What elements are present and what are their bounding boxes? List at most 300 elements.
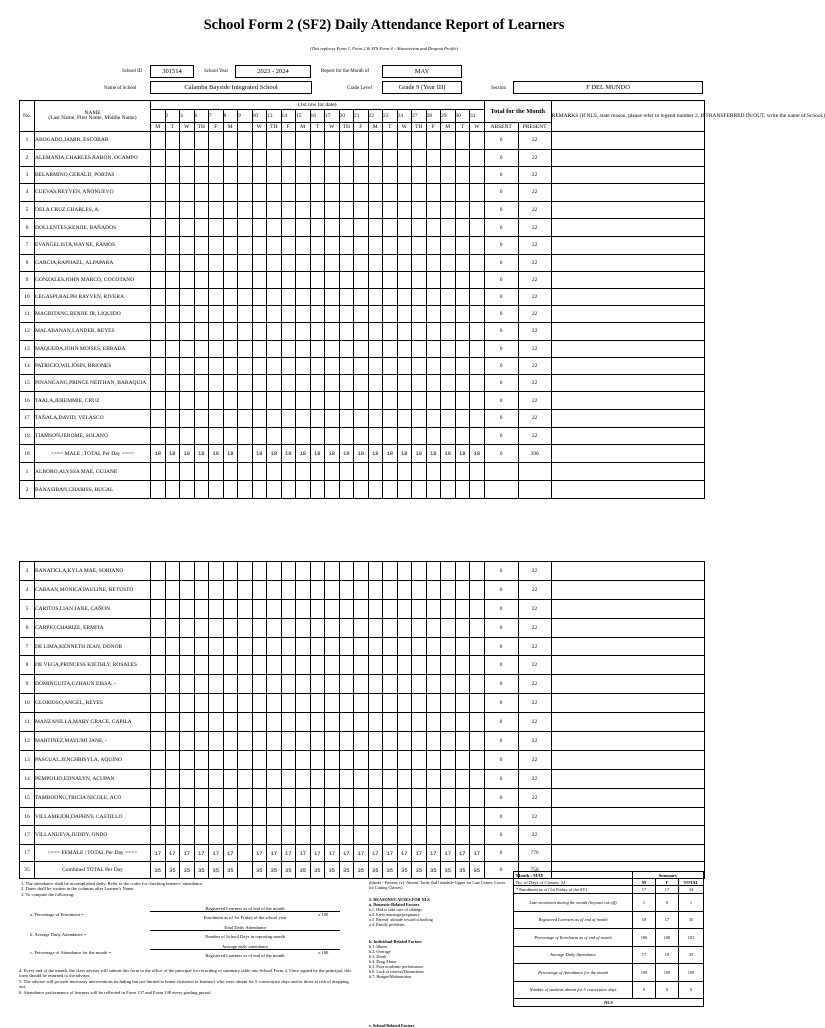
day-cell[interactable] bbox=[194, 637, 209, 656]
remarks-cell[interactable] bbox=[551, 427, 704, 445]
day-cell[interactable] bbox=[310, 236, 325, 254]
day-cell[interactable] bbox=[426, 732, 441, 751]
day-cell[interactable] bbox=[165, 807, 180, 826]
day-cell[interactable] bbox=[441, 732, 456, 751]
day-cell[interactable] bbox=[209, 340, 224, 357]
day-cell[interactable] bbox=[325, 599, 340, 618]
day-cell[interactable] bbox=[281, 149, 296, 166]
day-cell[interactable] bbox=[296, 656, 311, 675]
remarks-cell[interactable] bbox=[551, 675, 704, 694]
day-cell[interactable] bbox=[209, 656, 224, 675]
day-cell[interactable] bbox=[223, 289, 238, 306]
day-cell[interactable] bbox=[455, 826, 470, 845]
day-cell[interactable] bbox=[238, 340, 253, 357]
day-cell[interactable] bbox=[426, 826, 441, 845]
day-cell[interactable] bbox=[368, 580, 383, 599]
day-cell[interactable] bbox=[151, 481, 166, 499]
day-cell[interactable] bbox=[383, 166, 398, 184]
day-cell[interactable] bbox=[354, 219, 369, 237]
day-cell[interactable] bbox=[412, 562, 427, 581]
day-cell[interactable] bbox=[426, 306, 441, 323]
day-cell[interactable] bbox=[281, 409, 296, 427]
day-cell[interactable] bbox=[281, 306, 296, 323]
day-cell[interactable] bbox=[310, 149, 325, 166]
day-cell[interactable] bbox=[354, 272, 369, 289]
day-cell[interactable] bbox=[223, 826, 238, 845]
day-cell[interactable] bbox=[296, 323, 311, 341]
day-cell[interactable] bbox=[296, 769, 311, 788]
day-cell[interactable] bbox=[354, 562, 369, 581]
day-cell[interactable] bbox=[238, 357, 253, 375]
day-cell[interactable] bbox=[296, 599, 311, 618]
day-cell[interactable] bbox=[165, 750, 180, 769]
day-cell[interactable] bbox=[209, 254, 224, 272]
day-cell[interactable] bbox=[223, 618, 238, 637]
day-cell[interactable] bbox=[470, 254, 485, 272]
day-cell[interactable] bbox=[339, 184, 354, 202]
day-cell[interactable] bbox=[296, 149, 311, 166]
day-cell[interactable] bbox=[310, 618, 325, 637]
day-cell[interactable] bbox=[223, 340, 238, 357]
day-cell[interactable] bbox=[209, 166, 224, 184]
day-cell[interactable] bbox=[397, 132, 412, 150]
day-cell[interactable] bbox=[194, 340, 209, 357]
day-cell[interactable] bbox=[441, 427, 456, 445]
day-cell[interactable] bbox=[325, 656, 340, 675]
day-cell[interactable] bbox=[165, 769, 180, 788]
day-cell[interactable] bbox=[296, 580, 311, 599]
day-cell[interactable] bbox=[267, 132, 282, 150]
day-cell[interactable] bbox=[296, 375, 311, 392]
day-cell[interactable] bbox=[397, 392, 412, 410]
day-cell[interactable] bbox=[267, 481, 282, 499]
day-cell[interactable] bbox=[339, 166, 354, 184]
day-cell[interactable] bbox=[383, 769, 398, 788]
day-cell[interactable] bbox=[412, 580, 427, 599]
day-cell[interactable] bbox=[194, 562, 209, 581]
day-cell[interactable] bbox=[223, 580, 238, 599]
day-cell[interactable] bbox=[209, 580, 224, 599]
day-cell[interactable] bbox=[194, 149, 209, 166]
day-cell[interactable] bbox=[339, 656, 354, 675]
day-cell[interactable] bbox=[238, 675, 253, 694]
day-cell[interactable] bbox=[238, 713, 253, 732]
day-cell[interactable] bbox=[339, 618, 354, 637]
day-cell[interactable] bbox=[165, 463, 180, 481]
day-cell[interactable] bbox=[310, 713, 325, 732]
day-cell[interactable] bbox=[223, 599, 238, 618]
day-cell[interactable] bbox=[470, 826, 485, 845]
day-cell[interactable] bbox=[354, 656, 369, 675]
day-cell[interactable] bbox=[368, 463, 383, 481]
day-cell[interactable] bbox=[368, 637, 383, 656]
day-cell[interactable] bbox=[470, 289, 485, 306]
day-cell[interactable] bbox=[252, 201, 267, 219]
day-cell[interactable] bbox=[238, 481, 253, 499]
day-cell[interactable] bbox=[383, 132, 398, 150]
day-cell[interactable] bbox=[180, 149, 195, 166]
day-cell[interactable] bbox=[397, 618, 412, 637]
day-cell[interactable] bbox=[426, 201, 441, 219]
day-cell[interactable] bbox=[209, 357, 224, 375]
day-cell[interactable] bbox=[165, 392, 180, 410]
day-cell[interactable] bbox=[397, 254, 412, 272]
day-cell[interactable] bbox=[325, 769, 340, 788]
day-cell[interactable] bbox=[412, 599, 427, 618]
day-cell[interactable] bbox=[339, 562, 354, 581]
day-cell[interactable] bbox=[151, 732, 166, 751]
day-cell[interactable] bbox=[368, 149, 383, 166]
day-cell[interactable] bbox=[180, 254, 195, 272]
day-cell[interactable] bbox=[354, 637, 369, 656]
day-cell[interactable] bbox=[455, 732, 470, 751]
day-cell[interactable] bbox=[151, 694, 166, 713]
day-cell[interactable] bbox=[354, 392, 369, 410]
day-cell[interactable] bbox=[354, 357, 369, 375]
day-cell[interactable] bbox=[397, 807, 412, 826]
day-cell[interactable] bbox=[151, 272, 166, 289]
day-cell[interactable] bbox=[426, 618, 441, 637]
day-cell[interactable] bbox=[325, 254, 340, 272]
day-cell[interactable] bbox=[252, 562, 267, 581]
day-cell[interactable] bbox=[180, 427, 195, 445]
day-cell[interactable] bbox=[441, 132, 456, 150]
day-cell[interactable] bbox=[252, 340, 267, 357]
day-cell[interactable] bbox=[252, 306, 267, 323]
day-cell[interactable] bbox=[151, 201, 166, 219]
remarks-cell[interactable] bbox=[551, 392, 704, 410]
day-cell[interactable] bbox=[238, 289, 253, 306]
day-cell[interactable] bbox=[238, 427, 253, 445]
day-cell[interactable] bbox=[180, 219, 195, 237]
day-cell[interactable] bbox=[223, 149, 238, 166]
day-cell[interactable] bbox=[397, 340, 412, 357]
day-cell[interactable] bbox=[383, 340, 398, 357]
day-cell[interactable] bbox=[368, 306, 383, 323]
day-cell[interactable] bbox=[368, 219, 383, 237]
day-cell[interactable] bbox=[267, 463, 282, 481]
day-cell[interactable] bbox=[354, 599, 369, 618]
day-cell[interactable] bbox=[194, 409, 209, 427]
day-cell[interactable] bbox=[412, 323, 427, 341]
day-cell[interactable] bbox=[238, 132, 253, 150]
day-cell[interactable] bbox=[470, 769, 485, 788]
day-cell[interactable] bbox=[383, 272, 398, 289]
day-cell[interactable] bbox=[455, 132, 470, 150]
grade-field[interactable]: Grade 9 (Year III) bbox=[382, 81, 462, 94]
day-cell[interactable] bbox=[441, 289, 456, 306]
day-cell[interactable] bbox=[339, 481, 354, 499]
day-cell[interactable] bbox=[470, 272, 485, 289]
day-cell[interactable] bbox=[180, 375, 195, 392]
day-cell[interactable] bbox=[412, 392, 427, 410]
day-cell[interactable] bbox=[412, 236, 427, 254]
day-cell[interactable] bbox=[325, 236, 340, 254]
day-cell[interactable] bbox=[252, 132, 267, 150]
day-cell[interactable] bbox=[194, 289, 209, 306]
day-cell[interactable] bbox=[470, 580, 485, 599]
day-cell[interactable] bbox=[368, 675, 383, 694]
day-cell[interactable] bbox=[470, 463, 485, 481]
day-cell[interactable] bbox=[194, 132, 209, 150]
day-cell[interactable] bbox=[209, 788, 224, 807]
day-cell[interactable] bbox=[383, 675, 398, 694]
day-cell[interactable] bbox=[281, 427, 296, 445]
day-cell[interactable] bbox=[470, 656, 485, 675]
day-cell[interactable] bbox=[165, 826, 180, 845]
remarks-cell[interactable] bbox=[551, 132, 704, 150]
day-cell[interactable] bbox=[194, 618, 209, 637]
day-cell[interactable] bbox=[281, 656, 296, 675]
day-cell[interactable] bbox=[151, 323, 166, 341]
day-cell[interactable] bbox=[223, 807, 238, 826]
day-cell[interactable] bbox=[252, 732, 267, 751]
day-cell[interactable] bbox=[325, 149, 340, 166]
day-cell[interactable] bbox=[339, 599, 354, 618]
day-cell[interactable] bbox=[151, 340, 166, 357]
day-cell[interactable] bbox=[426, 375, 441, 392]
day-cell[interactable] bbox=[368, 132, 383, 150]
day-cell[interactable] bbox=[165, 201, 180, 219]
day-cell[interactable] bbox=[238, 254, 253, 272]
day-cell[interactable] bbox=[223, 184, 238, 202]
day-cell[interactable] bbox=[223, 713, 238, 732]
day-cell[interactable] bbox=[310, 562, 325, 581]
day-cell[interactable] bbox=[310, 694, 325, 713]
day-cell[interactable] bbox=[180, 201, 195, 219]
day-cell[interactable] bbox=[310, 272, 325, 289]
remarks-cell[interactable] bbox=[551, 323, 704, 341]
day-cell[interactable] bbox=[310, 254, 325, 272]
day-cell[interactable] bbox=[412, 409, 427, 427]
day-cell[interactable] bbox=[441, 826, 456, 845]
day-cell[interactable] bbox=[310, 289, 325, 306]
day-cell[interactable] bbox=[412, 807, 427, 826]
remarks-cell[interactable] bbox=[551, 166, 704, 184]
day-cell[interactable] bbox=[310, 675, 325, 694]
day-cell[interactable] bbox=[354, 340, 369, 357]
day-cell[interactable] bbox=[194, 306, 209, 323]
day-cell[interactable] bbox=[281, 201, 296, 219]
day-cell[interactable] bbox=[455, 562, 470, 581]
day-cell[interactable] bbox=[180, 637, 195, 656]
day-cell[interactable] bbox=[325, 132, 340, 150]
day-cell[interactable] bbox=[470, 637, 485, 656]
day-cell[interactable] bbox=[368, 289, 383, 306]
day-cell[interactable] bbox=[165, 713, 180, 732]
day-cell[interactable] bbox=[267, 675, 282, 694]
day-cell[interactable] bbox=[180, 580, 195, 599]
day-cell[interactable] bbox=[470, 340, 485, 357]
day-cell[interactable] bbox=[223, 219, 238, 237]
day-cell[interactable] bbox=[252, 427, 267, 445]
day-cell[interactable] bbox=[165, 732, 180, 751]
day-cell[interactable] bbox=[165, 254, 180, 272]
day-cell[interactable] bbox=[455, 675, 470, 694]
day-cell[interactable] bbox=[455, 306, 470, 323]
day-cell[interactable] bbox=[223, 323, 238, 341]
day-cell[interactable] bbox=[296, 481, 311, 499]
day-cell[interactable] bbox=[412, 618, 427, 637]
day-cell[interactable] bbox=[194, 694, 209, 713]
day-cell[interactable] bbox=[339, 732, 354, 751]
day-cell[interactable] bbox=[252, 713, 267, 732]
day-cell[interactable] bbox=[325, 732, 340, 751]
day-cell[interactable] bbox=[209, 201, 224, 219]
day-cell[interactable] bbox=[252, 769, 267, 788]
day-cell[interactable] bbox=[397, 184, 412, 202]
day-cell[interactable] bbox=[412, 132, 427, 150]
day-cell[interactable] bbox=[296, 392, 311, 410]
day-cell[interactable] bbox=[455, 184, 470, 202]
day-cell[interactable] bbox=[165, 481, 180, 499]
day-cell[interactable] bbox=[310, 807, 325, 826]
day-cell[interactable] bbox=[238, 201, 253, 219]
remarks-cell[interactable] bbox=[551, 272, 704, 289]
day-cell[interactable] bbox=[194, 357, 209, 375]
day-cell[interactable] bbox=[165, 340, 180, 357]
day-cell[interactable] bbox=[455, 201, 470, 219]
day-cell[interactable] bbox=[383, 236, 398, 254]
day-cell[interactable] bbox=[354, 694, 369, 713]
remarks-cell[interactable] bbox=[551, 656, 704, 675]
day-cell[interactable] bbox=[151, 826, 166, 845]
day-cell[interactable] bbox=[455, 392, 470, 410]
day-cell[interactable] bbox=[455, 166, 470, 184]
day-cell[interactable] bbox=[426, 599, 441, 618]
day-cell[interactable] bbox=[151, 769, 166, 788]
day-cell[interactable] bbox=[354, 826, 369, 845]
day-cell[interactable] bbox=[238, 826, 253, 845]
day-cell[interactable] bbox=[368, 357, 383, 375]
day-cell[interactable] bbox=[180, 750, 195, 769]
day-cell[interactable] bbox=[180, 392, 195, 410]
day-cell[interactable] bbox=[368, 184, 383, 202]
day-cell[interactable] bbox=[267, 826, 282, 845]
day-cell[interactable] bbox=[223, 254, 238, 272]
day-cell[interactable] bbox=[354, 481, 369, 499]
day-cell[interactable] bbox=[470, 166, 485, 184]
day-cell[interactable] bbox=[412, 713, 427, 732]
day-cell[interactable] bbox=[296, 132, 311, 150]
day-cell[interactable] bbox=[426, 289, 441, 306]
day-cell[interactable] bbox=[151, 618, 166, 637]
day-cell[interactable] bbox=[441, 618, 456, 637]
day-cell[interactable] bbox=[412, 732, 427, 751]
day-cell[interactable] bbox=[267, 637, 282, 656]
day-cell[interactable] bbox=[223, 427, 238, 445]
day-cell[interactable] bbox=[383, 201, 398, 219]
day-cell[interactable] bbox=[470, 694, 485, 713]
day-cell[interactable] bbox=[470, 375, 485, 392]
day-cell[interactable] bbox=[368, 599, 383, 618]
day-cell[interactable] bbox=[180, 656, 195, 675]
day-cell[interactable] bbox=[368, 826, 383, 845]
day-cell[interactable] bbox=[267, 656, 282, 675]
remarks-cell[interactable] bbox=[551, 618, 704, 637]
remarks-cell[interactable] bbox=[551, 219, 704, 237]
day-cell[interactable] bbox=[368, 618, 383, 637]
day-cell[interactable] bbox=[470, 392, 485, 410]
day-cell[interactable] bbox=[151, 788, 166, 807]
day-cell[interactable] bbox=[252, 166, 267, 184]
day-cell[interactable] bbox=[165, 694, 180, 713]
day-cell[interactable] bbox=[470, 618, 485, 637]
day-cell[interactable] bbox=[151, 289, 166, 306]
day-cell[interactable] bbox=[354, 201, 369, 219]
day-cell[interactable] bbox=[455, 149, 470, 166]
day-cell[interactable] bbox=[194, 769, 209, 788]
day-cell[interactable] bbox=[180, 599, 195, 618]
day-cell[interactable] bbox=[470, 306, 485, 323]
day-cell[interactable] bbox=[180, 675, 195, 694]
day-cell[interactable] bbox=[325, 375, 340, 392]
day-cell[interactable] bbox=[252, 481, 267, 499]
day-cell[interactable] bbox=[455, 750, 470, 769]
day-cell[interactable] bbox=[296, 463, 311, 481]
day-cell[interactable] bbox=[441, 236, 456, 254]
day-cell[interactable] bbox=[281, 599, 296, 618]
day-cell[interactable] bbox=[412, 675, 427, 694]
day-cell[interactable] bbox=[267, 580, 282, 599]
day-cell[interactable] bbox=[310, 201, 325, 219]
day-cell[interactable] bbox=[383, 481, 398, 499]
day-cell[interactable] bbox=[426, 807, 441, 826]
day-cell[interactable] bbox=[296, 618, 311, 637]
day-cell[interactable] bbox=[209, 306, 224, 323]
day-cell[interactable] bbox=[455, 656, 470, 675]
day-cell[interactable] bbox=[267, 254, 282, 272]
day-cell[interactable] bbox=[368, 807, 383, 826]
day-cell[interactable] bbox=[470, 675, 485, 694]
remarks-cell[interactable] bbox=[551, 184, 704, 202]
day-cell[interactable] bbox=[194, 807, 209, 826]
remarks-cell[interactable] bbox=[551, 826, 704, 845]
day-cell[interactable] bbox=[368, 562, 383, 581]
day-cell[interactable] bbox=[238, 562, 253, 581]
day-cell[interactable] bbox=[470, 236, 485, 254]
day-cell[interactable] bbox=[252, 826, 267, 845]
day-cell[interactable] bbox=[180, 166, 195, 184]
day-cell[interactable] bbox=[339, 132, 354, 150]
day-cell[interactable] bbox=[165, 656, 180, 675]
day-cell[interactable] bbox=[194, 675, 209, 694]
day-cell[interactable] bbox=[441, 357, 456, 375]
day-cell[interactable] bbox=[281, 713, 296, 732]
day-cell[interactable] bbox=[397, 427, 412, 445]
day-cell[interactable] bbox=[151, 656, 166, 675]
day-cell[interactable] bbox=[296, 254, 311, 272]
day-cell[interactable] bbox=[339, 219, 354, 237]
day-cell[interactable] bbox=[339, 375, 354, 392]
day-cell[interactable] bbox=[470, 323, 485, 341]
day-cell[interactable] bbox=[383, 580, 398, 599]
day-cell[interactable] bbox=[354, 132, 369, 150]
day-cell[interactable] bbox=[252, 807, 267, 826]
day-cell[interactable] bbox=[238, 392, 253, 410]
day-cell[interactable] bbox=[180, 694, 195, 713]
day-cell[interactable] bbox=[412, 750, 427, 769]
day-cell[interactable] bbox=[209, 236, 224, 254]
day-cell[interactable] bbox=[281, 694, 296, 713]
day-cell[interactable] bbox=[441, 392, 456, 410]
day-cell[interactable] bbox=[310, 788, 325, 807]
day-cell[interactable] bbox=[325, 463, 340, 481]
day-cell[interactable] bbox=[180, 323, 195, 341]
day-cell[interactable] bbox=[194, 166, 209, 184]
day-cell[interactable] bbox=[267, 618, 282, 637]
day-cell[interactable] bbox=[354, 807, 369, 826]
